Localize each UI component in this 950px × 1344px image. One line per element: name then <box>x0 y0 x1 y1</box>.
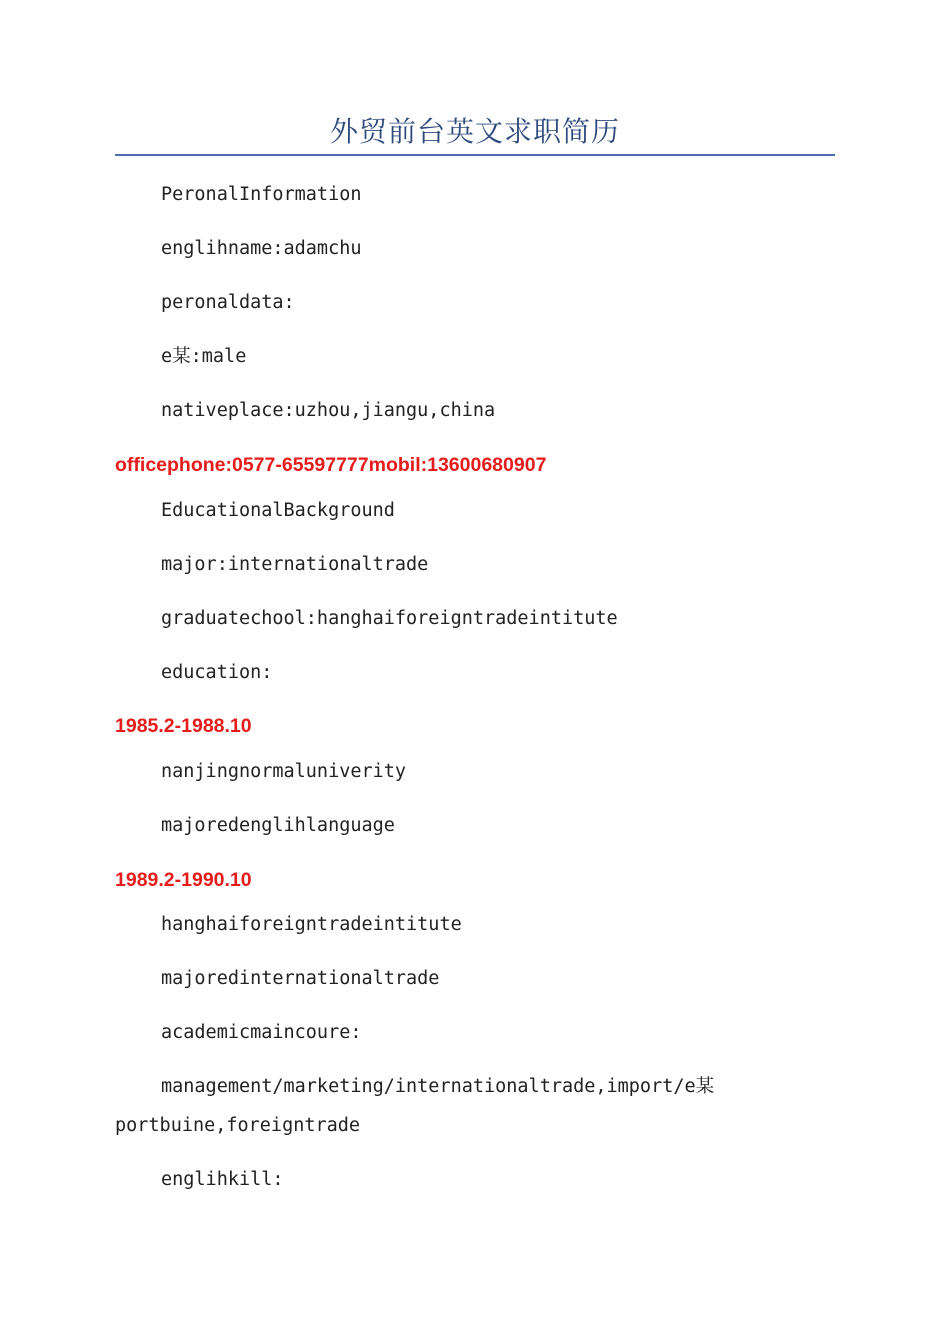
date-range-1: 1985.2-1988.10 <box>115 715 252 737</box>
course-list-line: management/marketing/internationaltrade,import/e某 <box>161 1076 715 1097</box>
english-skill-line: englihkill: <box>161 1169 284 1190</box>
native-place-line: nativeplace:uzhou,jiangu,china <box>161 400 496 421</box>
sex-line: e某:male <box>161 346 247 367</box>
major-line-2: majoredinternationaltrade <box>161 968 440 989</box>
section-heading-educational-background: EducationalBackground <box>161 500 395 521</box>
personal-data-line: peronaldata: <box>161 292 295 313</box>
document-title: 外贸前台英文求职简历 <box>329 115 620 148</box>
major-line-1: majoredenglihlanguage <box>161 815 395 836</box>
section-heading-personal-information: PeronalInformation <box>161 184 362 205</box>
course-list-continuation: portbuine,foreigntrade <box>115 1115 361 1136</box>
education-line: education: <box>161 662 273 683</box>
title-underline <box>115 154 835 156</box>
school-line-2: hanghaiforeigntradeintitute <box>161 914 462 935</box>
graduate-school-line: graduatechool:hanghaiforeigntradeintitute <box>161 608 618 629</box>
date-range-2: 1989.2-1990.10 <box>115 869 252 891</box>
major-line: major:internationaltrade <box>161 554 429 575</box>
school-line-1: nanjingnormaluniverity <box>161 761 407 782</box>
academic-main-course-line: academicmaincoure: <box>161 1022 362 1043</box>
phone-line: officephone:0577-65597777mobil:13600680907 <box>115 454 547 476</box>
english-name-line: englihname:adamchu <box>161 238 362 259</box>
